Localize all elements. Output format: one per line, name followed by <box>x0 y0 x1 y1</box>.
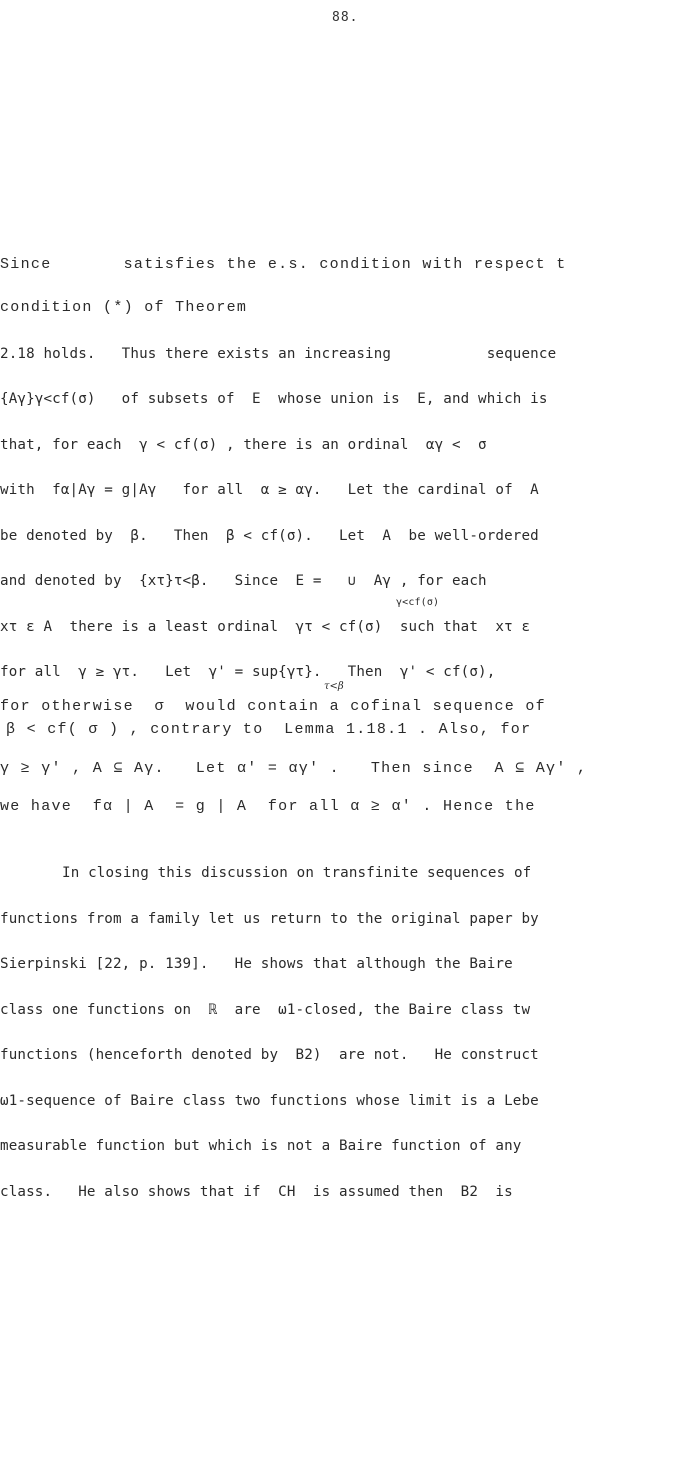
text-line: xτ ε A there is a least ordinal γτ < cf(σ) such that xτ ε <box>0 619 531 635</box>
text-line: and denoted by {xτ}τ<β. Since E = ∪ Aγ , for each <box>0 573 487 589</box>
text-line: ω1-sequence of Baire class two functions whose limit is a Lebe <box>0 1093 539 1109</box>
sup-subscript: τ<β <box>324 681 344 692</box>
text-line: condition (*) of Theorem <box>0 299 248 316</box>
text-line: β < cf( σ ) , contrary to Lemma 1.18.1 . Also, for <box>6 721 532 738</box>
union-subscript: γ<cf(σ) <box>396 597 440 608</box>
page-number: 88. <box>332 10 359 25</box>
text-line: 2.18 holds. Thus there exists an increasing sequence <box>0 346 557 362</box>
text-line: be denoted by β. Then β < cf(σ). Let A be well-ordered <box>0 528 539 544</box>
text-line: we have fα | A = g | A for all α ≥ α' . Hence the <box>0 798 536 815</box>
text-line: functions from a family let us return to the original paper by <box>0 911 539 927</box>
text-line: for all γ ≥ γτ. Let γ' = sup{γτ}. Then γ' < cf(σ), <box>0 664 496 680</box>
text-line: that, for each γ < cf(σ) , there is an ordinal αγ < σ <box>0 437 487 453</box>
text-line: γ ≥ γ' , A ⊆ Aγ. Let α' = αγ' . Then since A ⊆ Aγ' , <box>0 760 588 777</box>
text-line: functions (henceforth denoted by B2) are not. He construct <box>0 1047 539 1063</box>
text-line: with fα|Aγ = g|Aγ for all α ≥ αγ. Let the cardinal of A <box>0 482 539 498</box>
text-line: class. He also shows that if CH is assumed then B2 is <box>0 1184 513 1200</box>
text-line: Since satisfies the e.s. condition with respect t <box>0 256 567 273</box>
text-line: for otherwise σ would contain a cofinal sequence of <box>0 698 546 715</box>
text-line: measurable function but which is not a Baire function of any <box>0 1138 522 1154</box>
text-line: Sierpinski [22, p. 139]. He shows that although the Baire <box>0 956 513 972</box>
text-line: In closing this discussion on transfinite sequences of <box>62 865 532 881</box>
text-line: {Aγ}γ<cf(σ) of subsets of E whose union is E, and which is <box>0 391 548 407</box>
text-line: class one functions on ℝ are ω1-closed, the Baire class tw <box>0 1002 531 1018</box>
